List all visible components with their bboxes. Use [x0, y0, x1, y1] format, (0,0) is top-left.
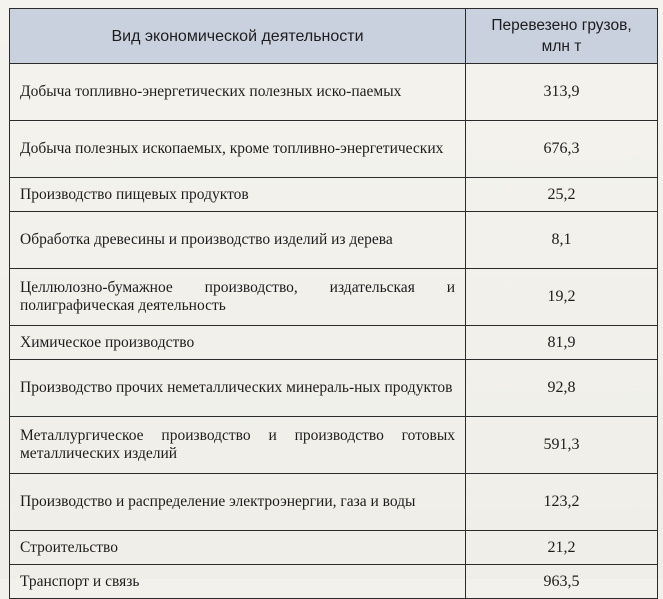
table-header: [10, 9, 658, 64]
header-cargo: [466, 9, 658, 64]
value-cell: 21,2: [466, 531, 658, 565]
activity-cell: Строительство: [10, 531, 466, 565]
header-cargo-line1: Перевезено грузов,: [491, 17, 632, 34]
activity-cell: Металлургическое производство и производство готовых металлических изделий: [10, 417, 466, 474]
table-row: [10, 178, 658, 212]
activity-cell: Обработка древесины и производство изделий из дерева: [10, 212, 466, 269]
value-cell: 963,5: [466, 565, 658, 599]
table-row: [10, 121, 658, 178]
table-row: [10, 360, 658, 417]
value-cell: 92,8: [466, 360, 658, 417]
table-row: [10, 565, 658, 599]
activity-cell: Производство прочих неметаллических минераль-ных продуктов: [10, 360, 466, 417]
freight-table: [9, 8, 658, 599]
table-row: [10, 64, 658, 121]
activity-cell: Добыча полезных ископаемых, кроме топливно-энергетических: [10, 121, 466, 178]
activity-cell: Добыча топливно-энергетических полезных иско-паемых: [10, 64, 466, 121]
activity-cell: Производство и распределение электроэнергии, газа и воды: [10, 474, 466, 531]
table-row: [10, 212, 658, 269]
value-cell: 25,2: [466, 178, 658, 212]
table-row: [10, 417, 658, 474]
table-row: [10, 531, 658, 565]
value-cell: 313,9: [466, 64, 658, 121]
table-row: [10, 474, 658, 531]
table-row: [10, 269, 658, 326]
value-cell: 19,2: [466, 269, 658, 326]
value-cell: 123,2: [466, 474, 658, 531]
header-row: [10, 9, 658, 64]
header-cargo-line2: млн т: [541, 38, 582, 55]
activity-cell: Химическое производство: [10, 326, 466, 360]
table-row: [10, 326, 658, 360]
value-cell: 676,3: [466, 121, 658, 178]
activity-cell: Целлюлозно-бумажное производство, издательская и полиграфическая деятельность: [10, 269, 466, 326]
table-body: [10, 64, 658, 599]
value-cell: 8,1: [466, 212, 658, 269]
header-activity: Вид экономической деятельности: [10, 9, 466, 64]
activity-cell: Транспорт и связь: [10, 565, 466, 599]
value-cell: 591,3: [466, 417, 658, 474]
activity-cell: Производство пищевых продуктов: [10, 178, 466, 212]
value-cell: 81,9: [466, 326, 658, 360]
